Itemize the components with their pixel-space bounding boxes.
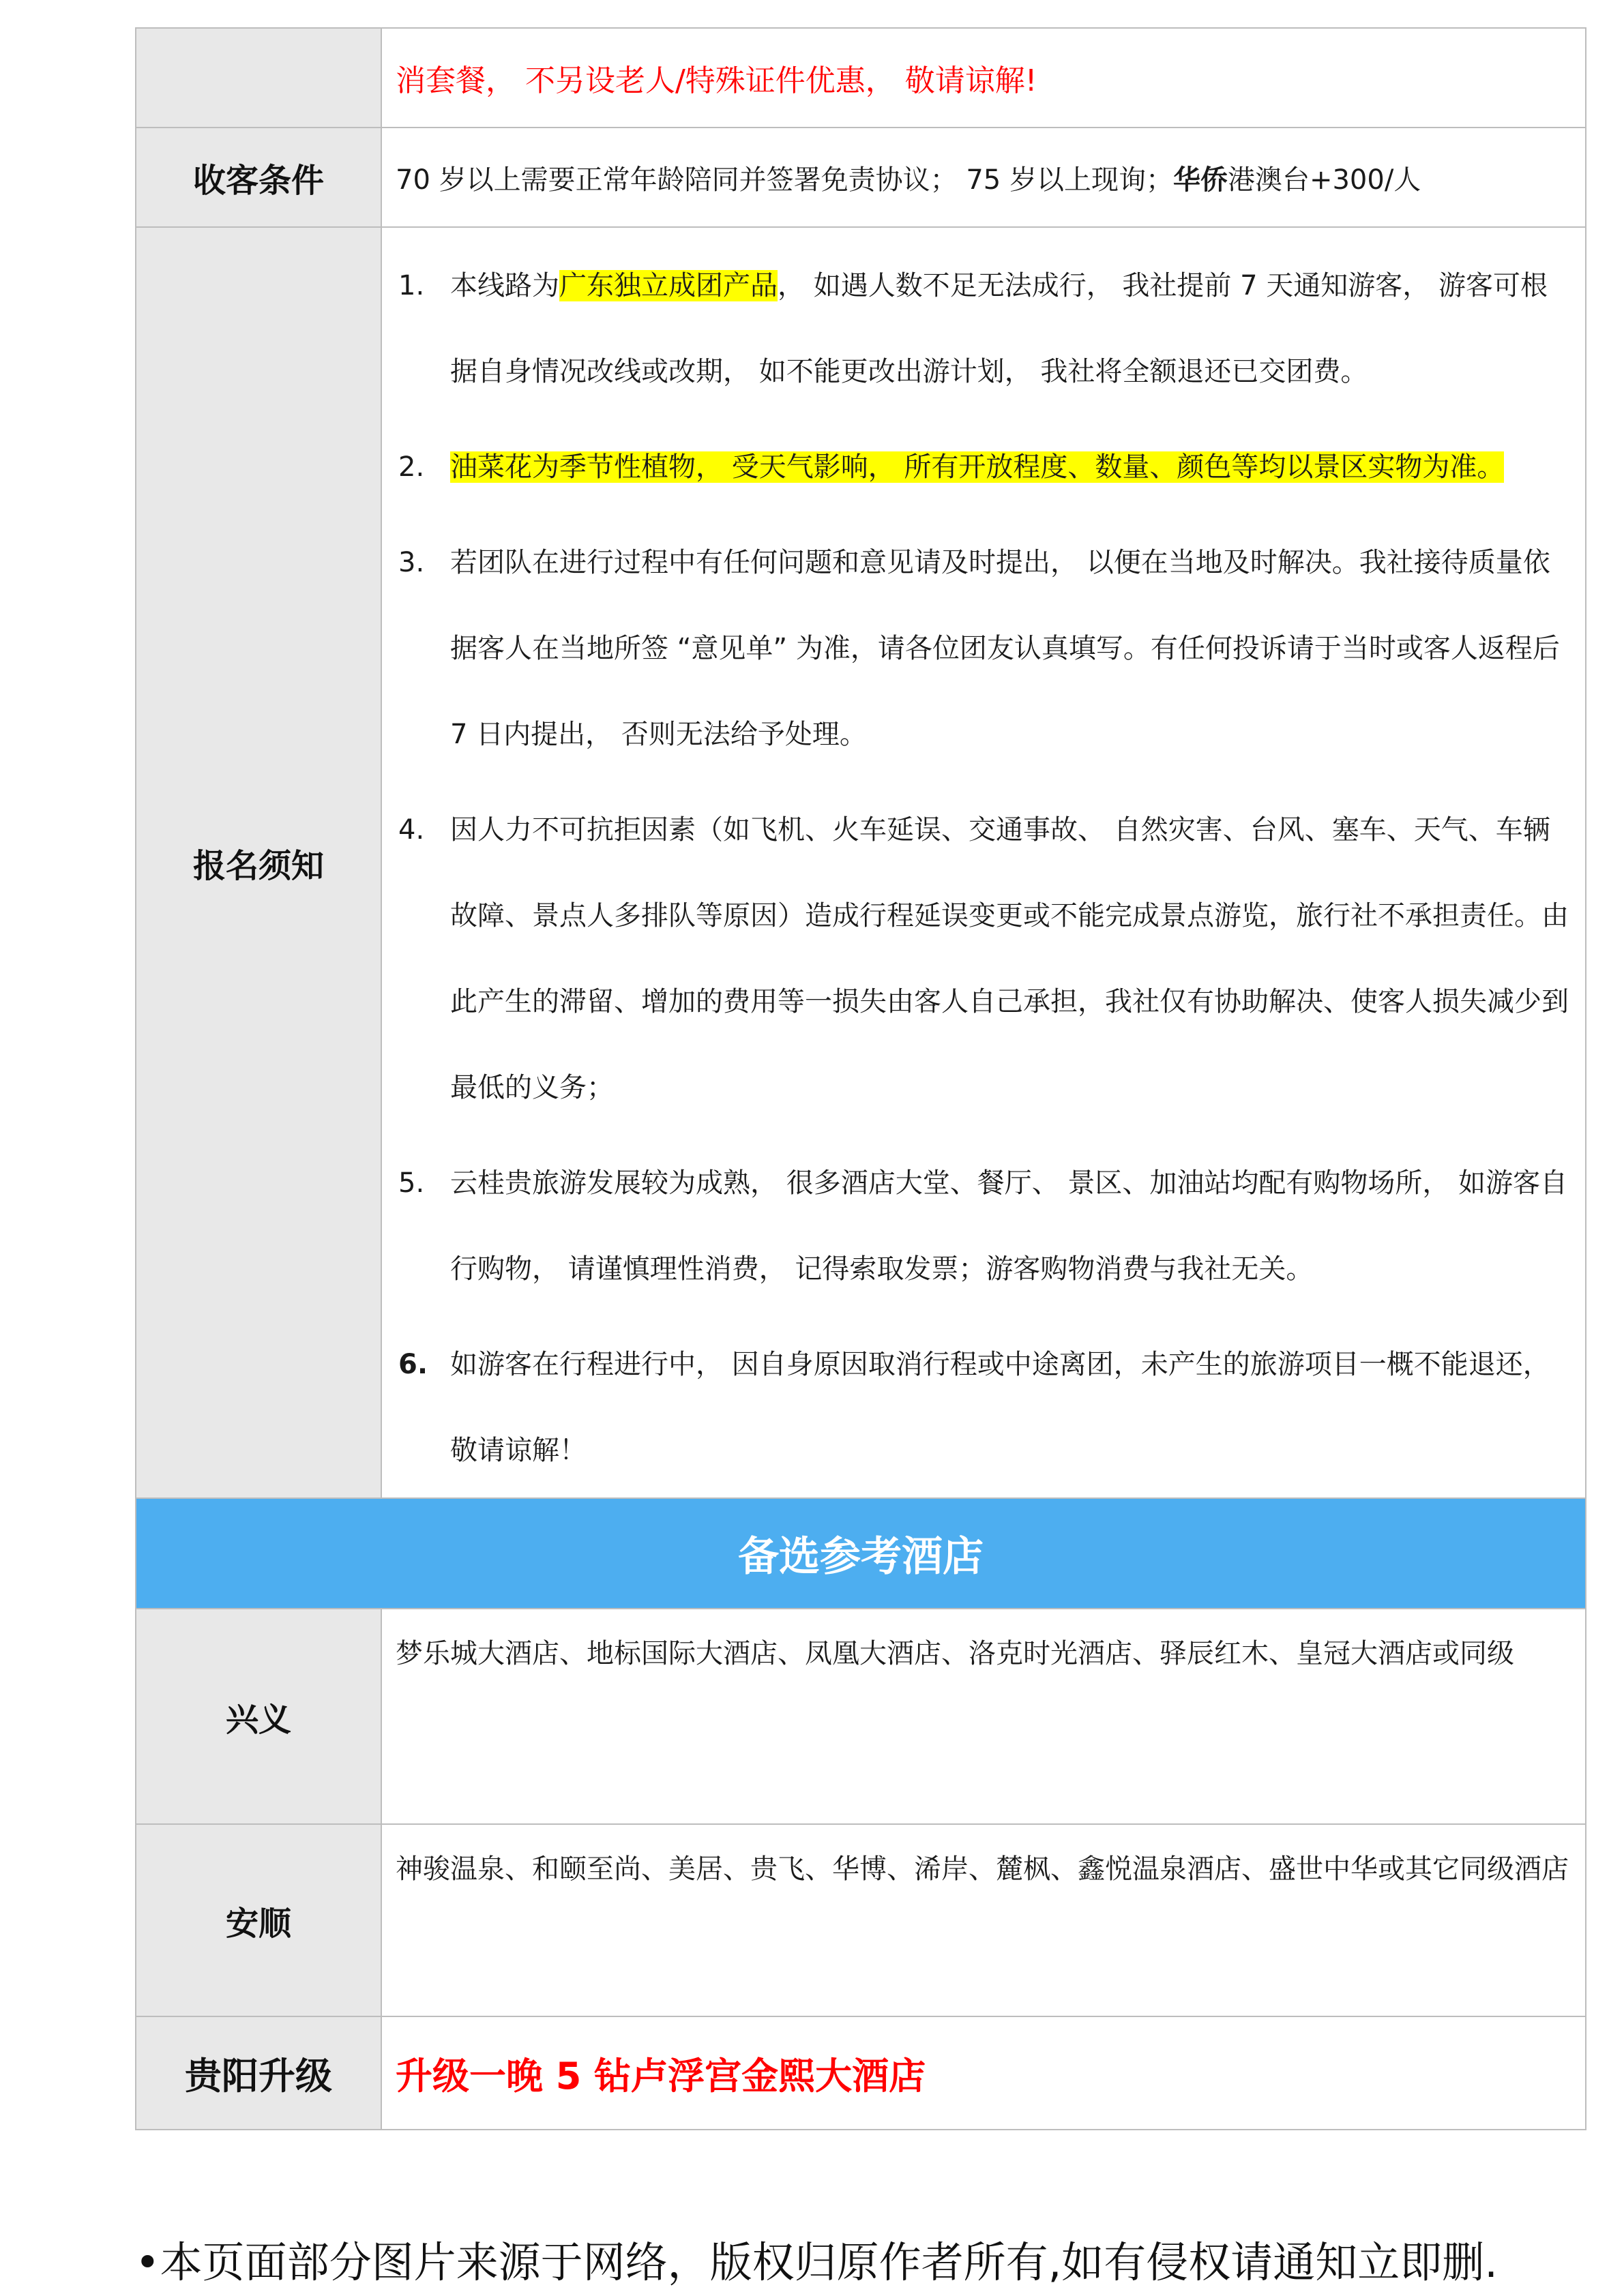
conditions-label: 收客条件 (136, 128, 382, 226)
notice-item-number: 4. (398, 814, 425, 846)
notice-row (136, 228, 1585, 1499)
price-note-row (136, 29, 1585, 128)
hotel-list-text: 梦乐城大酒店、地标国际大酒店、凤凰大酒店、洛克时光酒店、驿辰红木、皇冠大酒店或同级 (396, 1638, 1514, 1669)
conditions-text-b: 港澳台+300/人 (1227, 164, 1421, 196)
hotel-upgrade-text: 升级一晚 5 钻卢浮宫金熙大酒店 (396, 2054, 926, 2098)
conditions-text-a: 70 岁以上需要正常年龄陪同并签署免责协议； 75 岁以上现询； (396, 164, 1173, 196)
empty-label-cell (136, 29, 382, 127)
notice-list (396, 243, 1571, 1493)
notice-item-1-pre: 本线路为 (450, 270, 559, 301)
copyright-footer: •本页面部分图片来源于网络，版权归原作者所有,如有侵权请通知立即删. (135, 2237, 1498, 2287)
notice-item-number: 1. (398, 270, 425, 301)
notice-item-5 (396, 1140, 1571, 1312)
notice-item-5-text: 云桂贵旅游发展较为成熟， 很多酒店大堂、餐厅、 景区、加油站均配有购物场所， 如游客自行购物， 请谨慎理性消费， 记得索取发票；游客购物消费与我社无关。 (450, 1167, 1568, 1285)
conditions-text-bold: 华侨 (1172, 164, 1228, 196)
hotel-row-anshun (136, 1825, 1585, 2017)
hotel-row-guiyang (136, 2017, 1585, 2130)
notice-item-6 (396, 1322, 1571, 1493)
notice-item-2 (396, 424, 1571, 510)
notice-item-6-text: 如游客在行程进行中， 因自身原因取消行程或中途离团，未产生的旅游项目一概不能退还，敬请谅解！ (450, 1349, 1550, 1466)
notice-item-4 (396, 787, 1571, 1131)
notice-content (382, 228, 1585, 1497)
notice-label: 报名须知 (136, 228, 382, 1497)
itinerary-table (135, 27, 1586, 2130)
conditions-text (382, 128, 1585, 226)
notice-item-1 (396, 243, 1571, 415)
notice-item-number: 5. (398, 1167, 425, 1199)
notice-item-number: 3. (398, 547, 425, 578)
hotel-city-label: 贵阳升级 (136, 2017, 382, 2129)
notice-item-number: 2. (398, 451, 425, 483)
notice-item-1-post: ， 如遇人数不足无法成行， 我社提前 7 天通知游客， 游客可根据自身情况改线或改期， 如不能更改出游计划， 我社将全额退还已交团费。 (450, 270, 1548, 387)
hotel-list-text: 神骏温泉、和颐至尚、美居、贵飞、华博、浠岸、麓枫、鑫悦温泉酒店、盛世中华或其它同级酒店 (396, 1853, 1569, 1885)
price-note: 消套餐， 不另设老人/特殊证件优惠， 敬请谅解! (396, 63, 1037, 98)
hotel-row-xingyi (136, 1609, 1585, 1825)
hotel-city-label: 安顺 (136, 1825, 382, 2016)
hotels-section-title: 备选参考酒店 (136, 1499, 1585, 1609)
conditions-row (136, 128, 1585, 228)
notice-item-number: 6. (398, 1349, 428, 1380)
notice-item-4-text: 因人力不可抗拒因素（如飞机、火车延误、交通事故、 自然灾害、台风、塞车、天气、车辆故障、景点人多排队等原因）造成行程延误变更或不能完成景点游览，旅行社不承担责任。由此产生的滞留、增加的费用等一损失由客人自己承担，我社仅有协助解决、使客人损失减少到最低的义务； (450, 814, 1569, 1103)
hotel-city-label: 兴义 (136, 1609, 382, 1823)
notice-item-3-text: 若团队在进行过程中有任何问题和意见请及时提出， 以便在当地及时解决。我社接待质量依据客人在当地所签 “意见单” 为准，请各位团友认真填写。有任何投诉请于当时或客人返程后 7 日内提出， 否则无法给予处理。 (450, 547, 1560, 750)
notice-item-2-highlight: 油菜花为季节性植物， 受天气影响， 所有开放程度、数量、颜色等均以景区实物为准。 (450, 451, 1505, 483)
notice-item-1-highlight: 广东独立成团产品 (559, 270, 778, 301)
notice-item-3 (396, 520, 1571, 777)
